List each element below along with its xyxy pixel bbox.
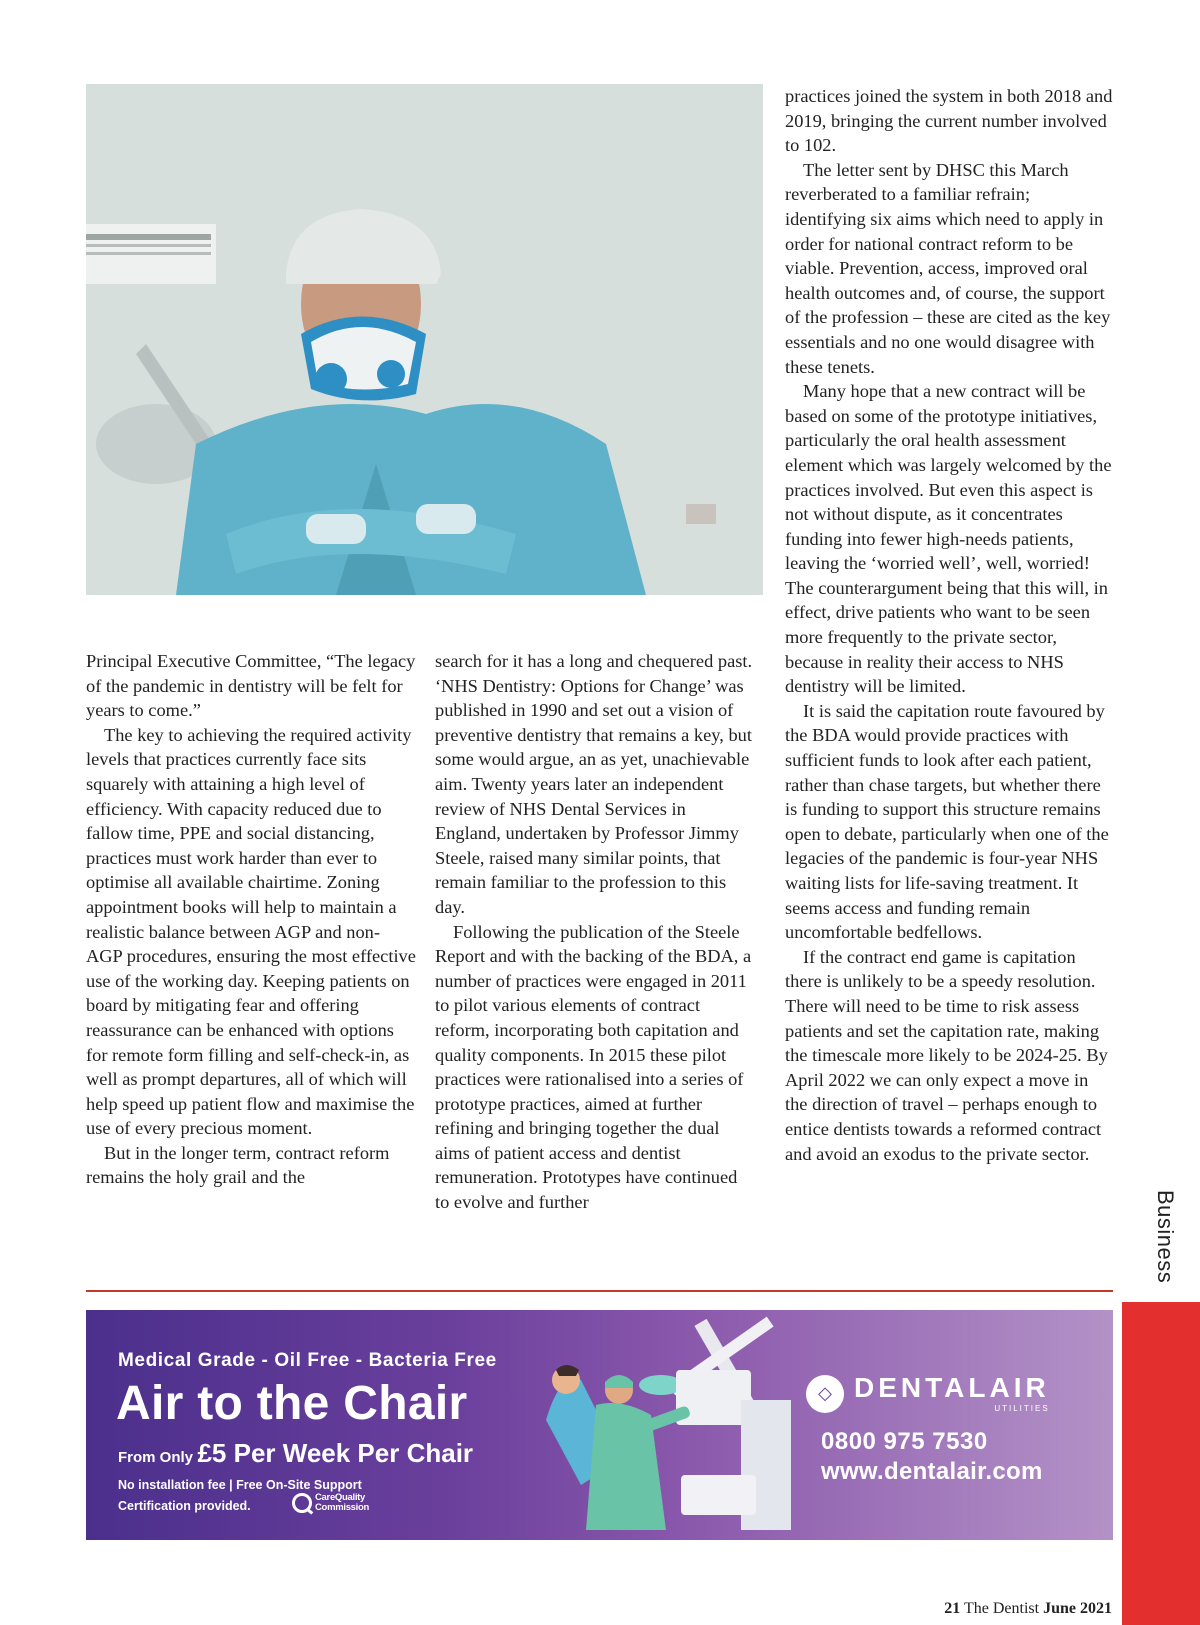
cqc-line-2: Commission bbox=[315, 1502, 370, 1513]
paragraph: It is said the capitation route favoured by the BDA would provide practices with sufficient funds to look after each patient, rather than chase targets, but whether there is funding to support this structure remains open to debate, particularly when one of the legacies of the pandemic is four-year NHS waiting lists for life-saving treatment. It seems access and funding remain uncomfortable bedfellows. bbox=[785, 700, 1109, 943]
paragraph: If the contract end game is capitation there is unlikely to be a speedy resolution. There will need to be time to risk assess patients and set the capitation rate, making the timescale more likely to be 2024-25. By April 2022 we can only expect a move in the direction of travel – perhaps enough to entice dentists towards a reformed contract and avoid an exodus to the private sector. bbox=[785, 946, 1108, 1164]
cqc-line-1: CareQuality bbox=[315, 1492, 366, 1503]
ad-brand-name: DENTALAIR bbox=[854, 1372, 1050, 1403]
article-column-3 bbox=[785, 84, 1115, 1166]
cqc-logo bbox=[292, 1493, 369, 1513]
paragraph: Many hope that a new contract will be based on some of the prototype initiatives, particularly the oral health assessment element which was largely welcomed by the practices involved. But even this aspect is not without dispute, as it concentrates funding into fewer high-needs patients, leaving the ‘worried well’, well, worried! The counterargument being that this will, in effect, drive patients who want to be seen more frequently to the private sector, because in reality their access to NHS dentistry will be limited. bbox=[785, 381, 1112, 697]
ad-headline: Air to the Chair bbox=[116, 1377, 468, 1430]
page-number: 21 bbox=[944, 1600, 961, 1617]
tooth-icon: ◇ bbox=[806, 1375, 844, 1413]
ad-brand-subtitle: UTILITIES bbox=[994, 1404, 1050, 1413]
ad-website-link[interactable]: www.dentalair.com bbox=[821, 1458, 1043, 1485]
issue-date: June 2021 bbox=[1043, 1600, 1112, 1617]
ad-certification-line: Certification provided. bbox=[118, 1499, 251, 1513]
cqc-icon bbox=[292, 1493, 312, 1513]
section-label: Business bbox=[1153, 1190, 1178, 1284]
paragraph: Principal Executive Committee, “The legacy of the pandemic in dentistry will be felt for years to come.” bbox=[86, 651, 416, 721]
paragraph: But in the longer term, contract reform remains the holy grail and the bbox=[86, 1142, 390, 1188]
paragraph: practices joined the system in both 2018 and 2019, bringing the current number involved to 102. bbox=[785, 86, 1113, 156]
publication-name: The Dentist bbox=[964, 1600, 1040, 1617]
ad-price-value: £5 Per Week Per Chair bbox=[197, 1438, 474, 1468]
dental-chair-illustration-icon bbox=[541, 1310, 811, 1540]
advertisement-banner[interactable] bbox=[86, 1310, 1113, 1540]
page-footer bbox=[944, 1600, 1112, 1618]
dentalair-logo bbox=[806, 1374, 1050, 1413]
ad-feature-line: No installation fee | Free On-Site Support bbox=[118, 1478, 362, 1492]
article-column-1 bbox=[86, 649, 416, 1190]
ad-price-prefix: From Only bbox=[118, 1449, 194, 1466]
paragraph: search for it has a long and chequered past. ‘NHS Dentistry: Options for Change’ was published in 1990 and set out a vision of preventive dentistry that remains a key, but some would argue, an as yet, unachievable aim. Twenty years later an independent review of NHS Dental Services in England, undertaken by Professor Jimmy Steele, raised many similar points, that remain familiar to the profession to this day. bbox=[435, 651, 753, 917]
article-photo-dentist-in-ppe bbox=[86, 84, 763, 595]
paragraph: Following the publication of the Steele Report and with the backing of the BDA, a number of practices were engaged in 2011 to pilot various elements of contract reform, incorporating both capitation and quality components. In 2015 these pilot practices were rationalised into a series of prototype practices, aimed at further refining and bringing together the dual aims of patient access and dentist remuneration. Prototypes have continued to evolve and further bbox=[435, 921, 752, 1213]
paragraph: The letter sent by DHSC this March reverberated to a familiar refrain; identifying six aims which need to apply in order for national contract reform to be viable. Prevention, access, improved oral health outcomes and, of course, the support of the profession – these are cited as the key essentials and no one would disagree with these tenets. bbox=[785, 159, 1111, 377]
ad-tagline: Medical Grade - Oil Free - Bacteria Free bbox=[118, 1350, 497, 1371]
divider-rule bbox=[86, 1290, 1113, 1292]
ad-phone-number[interactable]: 0800 975 7530 bbox=[821, 1428, 988, 1455]
paragraph: The key to achieving the required activity levels that practices currently face sits squarely with attaining a high level of efficiency. With capacity reduced due to fallow time, PPE and social distancing, practices must work harder than ever to optimise all available chairtime. Zoning appointment books will help to maintain a realistic balance between AGP and non-AGP procedures, ensuring the most effective use of the working day. Keeping patients on board by mitigating fear and offering reassurance can be enhanced with options for remote form filling and self-check-in, as well as prompt departures, all of which will help speed up patient flow and maximise the use of every precious moment. bbox=[86, 724, 416, 1139]
section-color-tab bbox=[1122, 1302, 1200, 1625]
article-column-2 bbox=[435, 649, 755, 1215]
ad-price bbox=[118, 1438, 473, 1469]
